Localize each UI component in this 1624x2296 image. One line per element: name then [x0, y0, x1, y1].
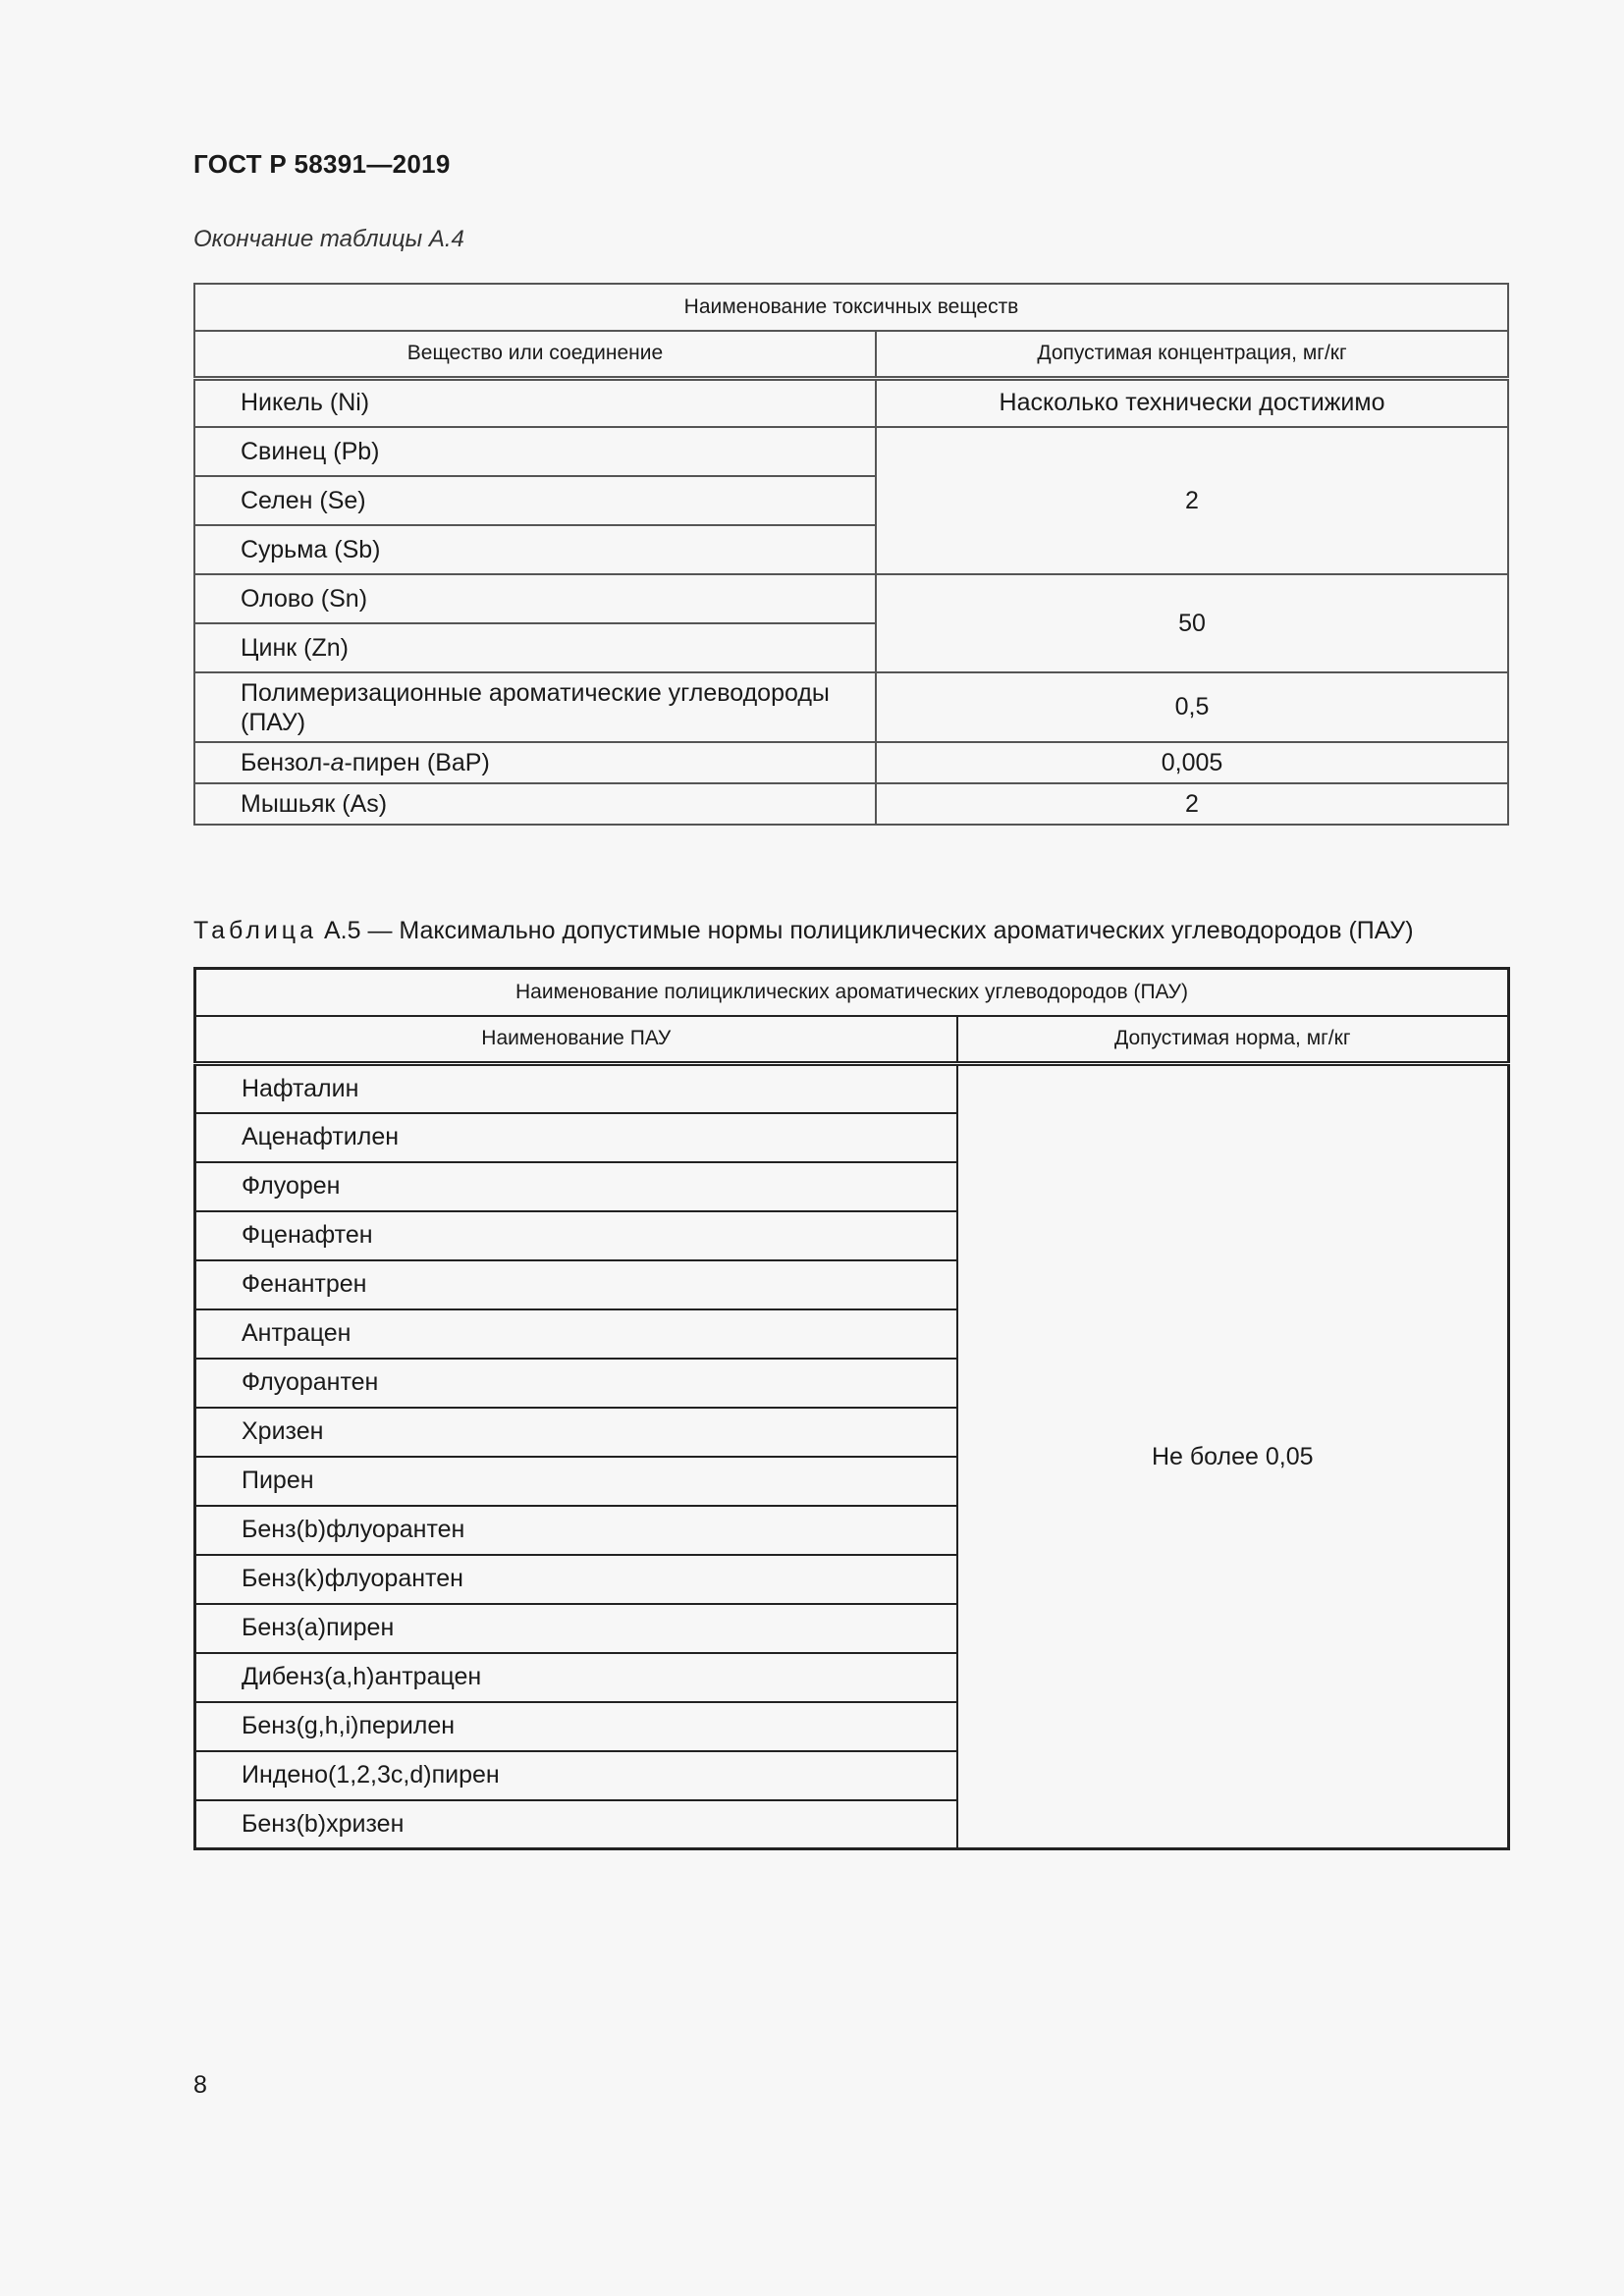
- substance-name: Никель (Ni): [194, 378, 876, 427]
- pah-name: Бенз(b)флуорантен: [195, 1506, 957, 1555]
- pah-name: Бенз(g,h,i)перилен: [195, 1702, 957, 1751]
- table-row: [194, 672, 1508, 742]
- pah-name: Фценафтен: [195, 1211, 957, 1260]
- table-row: [194, 783, 1508, 825]
- pah-name: Флуорен: [195, 1162, 957, 1211]
- concentration-value: 0,005: [876, 742, 1508, 783]
- substance-name: Цинк (Zn): [194, 623, 876, 672]
- table-a4-group-header: Наименование токсичных веществ: [194, 284, 1508, 331]
- substance-name: Селен (Se): [194, 476, 876, 525]
- table-continuation-caption: Окончание таблицы А.4: [193, 226, 464, 252]
- substance-name: Мышьяк (As): [194, 783, 876, 825]
- substance-name: [194, 742, 876, 783]
- substance-name: Свинец (Pb): [194, 427, 876, 476]
- table-a5-caption: [193, 917, 1414, 945]
- pah-name: Флуорантен: [195, 1359, 957, 1408]
- pah-name: Бенз(k)флуорантен: [195, 1555, 957, 1604]
- table-row: [194, 427, 1508, 476]
- pah-name: Индено(1,2,3c,d)пирен: [195, 1751, 957, 1800]
- table-a4: [193, 283, 1509, 826]
- pah-name: Бенз(b)хризен: [195, 1800, 957, 1849]
- pah-name: Бенз(а)пирен: [195, 1604, 957, 1653]
- pah-name: Фенантрен: [195, 1260, 957, 1309]
- substance-name-part: Бензол-: [241, 748, 331, 776]
- concentration-value: 0,5: [876, 672, 1508, 742]
- pah-name: Антрацен: [195, 1309, 957, 1359]
- concentration-value: Насколько технически достижимо: [876, 378, 1508, 427]
- concentration-value: 2: [876, 427, 1508, 574]
- substance-name: Олово (Sn): [194, 574, 876, 623]
- pah-norm-value: Не более 0,05: [957, 1064, 1509, 1849]
- table-a5-col-name: Наименование ПАУ: [195, 1016, 957, 1064]
- page-number: 8: [193, 2071, 207, 2099]
- substance-name-italic-part: а: [330, 748, 345, 776]
- concentration-value: 50: [876, 574, 1508, 672]
- table-row: [194, 742, 1508, 783]
- table-a5-col-norm: Допустимая норма, мг/кг: [957, 1016, 1509, 1064]
- table-a4-col-concentration: Допустимая концентрация, мг/кг: [876, 331, 1508, 378]
- table-caption-text: А.5 — Максимально допустимые нормы полициклических ароматических углеводородов (ПАУ): [323, 917, 1414, 944]
- table-a5-group-header: Наименование полициклических ароматических углеводородов (ПАУ): [195, 969, 1509, 1016]
- table-a5: [193, 967, 1510, 1850]
- table-caption-label: Таблица: [193, 917, 318, 944]
- pah-name: Пирен: [195, 1457, 957, 1506]
- document-header: ГОСТ Р 58391—2019: [193, 149, 451, 179]
- pah-name: Нафталин: [195, 1064, 957, 1113]
- table-a4-col-substance: Вещество или соединение: [194, 331, 876, 378]
- concentration-value: 2: [876, 783, 1508, 825]
- table-row: [195, 1064, 1509, 1113]
- table-row: [194, 574, 1508, 623]
- table-row: [194, 378, 1508, 427]
- pah-name: Хризен: [195, 1408, 957, 1457]
- substance-name: Сурьма (Sb): [194, 525, 876, 574]
- substance-name: Полимеризационные ароматические углеводороды (ПАУ): [194, 672, 876, 742]
- pah-name: Аценафтилен: [195, 1113, 957, 1162]
- substance-name-part: -пирен (BaP): [344, 748, 490, 776]
- pah-name: Дибенз(a,h)антрацен: [195, 1653, 957, 1702]
